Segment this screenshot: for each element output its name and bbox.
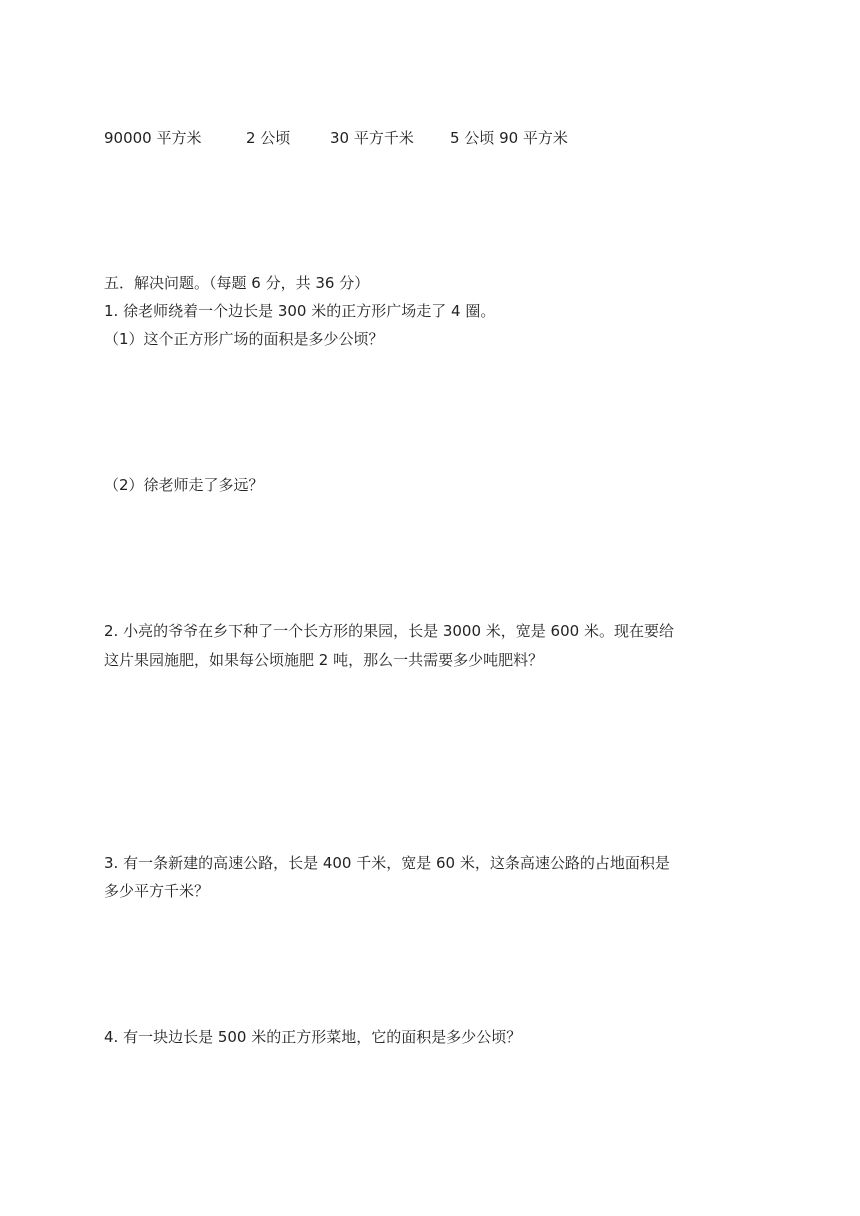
unit-option: 2 公顷 bbox=[246, 129, 291, 147]
question-3-line-2: 多少平方千米？ bbox=[104, 882, 210, 900]
question-1-part-2: （2）徐老师走了多远？ bbox=[104, 476, 264, 494]
section-heading: 五．解决问题。（每题 6 分，共 36 分） bbox=[104, 274, 370, 292]
unit-option: 30 平方千米 bbox=[330, 129, 414, 147]
unit-option: 5 公顷 90 平方米 bbox=[450, 129, 568, 147]
unit-option: 90000 平方米 bbox=[104, 129, 202, 147]
question-1-part-1: （1）这个正方形广场的面积是多少公顷？ bbox=[104, 330, 384, 348]
question-2-line-1: 2. 小亮的爷爷在乡下种了一个长方形的果园，长是 3000 米，宽是 600 米。现在要给 bbox=[104, 622, 674, 640]
question-4: 4. 有一块边长是 500 米的正方形菜地，它的面积是多少公顷？ bbox=[104, 1028, 522, 1046]
question-1: 1. 徐老师绕着一个边长是 300 米的正方形广场走了 4 圈。 bbox=[104, 302, 496, 320]
question-3-line-1: 3. 有一条新建的高速公路，长是 400 千米，宽是 60 米，这条高速公路的占地面积是 bbox=[104, 854, 670, 872]
question-2-line-2: 这片果园施肥，如果每公顷施肥 2 吨，那么一共需要多少吨肥料？ bbox=[104, 651, 544, 669]
